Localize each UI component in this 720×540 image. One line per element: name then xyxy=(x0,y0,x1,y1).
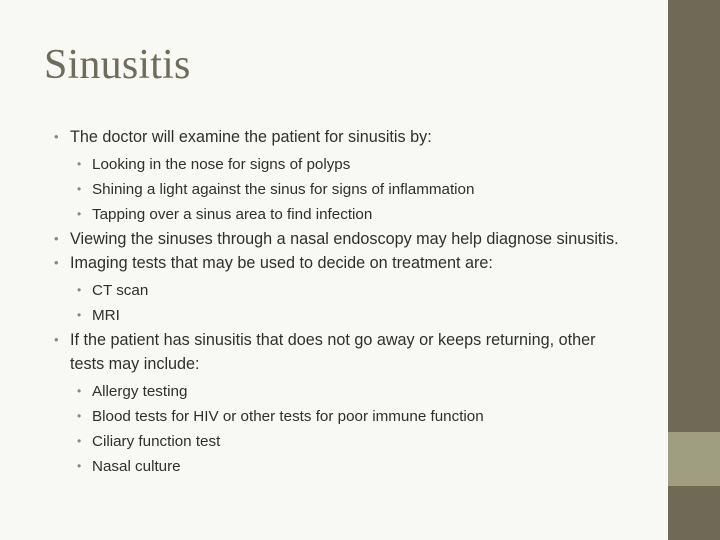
bullet-dot-icon: • xyxy=(54,255,59,270)
bullet-item-endoscopy xyxy=(54,227,634,251)
bullet-dot-icon: • xyxy=(77,384,82,398)
sub-bullet-text: Ciliary function test xyxy=(92,433,221,450)
bullet-dot-icon: • xyxy=(54,129,59,144)
slide-title: Sinusitis xyxy=(44,42,191,88)
sub-bullet-text: Allergy testing xyxy=(92,383,188,400)
bullet-item-exam xyxy=(54,125,634,149)
sidebar-accent-block xyxy=(667,432,720,486)
sub-bullet-item xyxy=(54,404,634,429)
bullet-dot-icon: • xyxy=(77,207,82,221)
sub-bullet-item xyxy=(54,454,634,479)
bullet-item-imaging xyxy=(54,251,634,275)
bullet-text: The doctor will examine the patient for sinusitis by: xyxy=(70,128,432,146)
bullet-item-other-tests xyxy=(54,328,634,376)
sub-bullet-text: Blood tests for HIV or other tests for poor immune function xyxy=(92,408,484,425)
bullet-dot-icon: • xyxy=(54,332,59,347)
sub-bullet-item xyxy=(54,429,634,454)
sidebar-divider xyxy=(667,0,668,540)
bullet-text: If the patient has sinusitis that does not go away or keeps returning, other tests may include: xyxy=(70,331,596,373)
sub-bullet-list-exam xyxy=(54,152,634,227)
sub-bullet-text: Nasal culture xyxy=(92,458,181,475)
bullet-text: Imaging tests that may be used to decide on treatment are: xyxy=(70,254,493,272)
sub-bullet-list-imaging xyxy=(54,278,634,328)
sub-bullet-item xyxy=(54,177,634,202)
sub-bullet-item xyxy=(54,303,634,328)
sub-bullet-list-other-tests xyxy=(54,379,634,479)
sub-bullet-item xyxy=(54,278,634,303)
sub-bullet-item xyxy=(54,379,634,404)
sub-bullet-item xyxy=(54,202,634,227)
sub-bullet-text: CT scan xyxy=(92,282,149,299)
bullet-dot-icon: • xyxy=(77,434,82,448)
bullet-dot-icon: • xyxy=(77,308,82,322)
sub-bullet-text: Shining a light against the sinus for signs of inflammation xyxy=(92,181,475,198)
bullet-text: Viewing the sinuses through a nasal endoscopy may help diagnose sinusitis. xyxy=(70,230,619,248)
bullet-dot-icon: • xyxy=(77,182,82,196)
bullet-dot-icon: • xyxy=(54,231,59,246)
bullet-dot-icon: • xyxy=(77,459,82,473)
sub-bullet-text: MRI xyxy=(92,307,120,324)
bullet-list xyxy=(54,125,634,479)
bullet-dot-icon: • xyxy=(77,409,82,423)
sub-bullet-text: Looking in the nose for signs of polyps xyxy=(92,156,351,173)
bullet-dot-icon: • xyxy=(77,157,82,171)
sub-bullet-text: Tapping over a sinus area to find infection xyxy=(92,206,373,223)
sub-bullet-item xyxy=(54,152,634,177)
bullet-dot-icon: • xyxy=(77,283,82,297)
